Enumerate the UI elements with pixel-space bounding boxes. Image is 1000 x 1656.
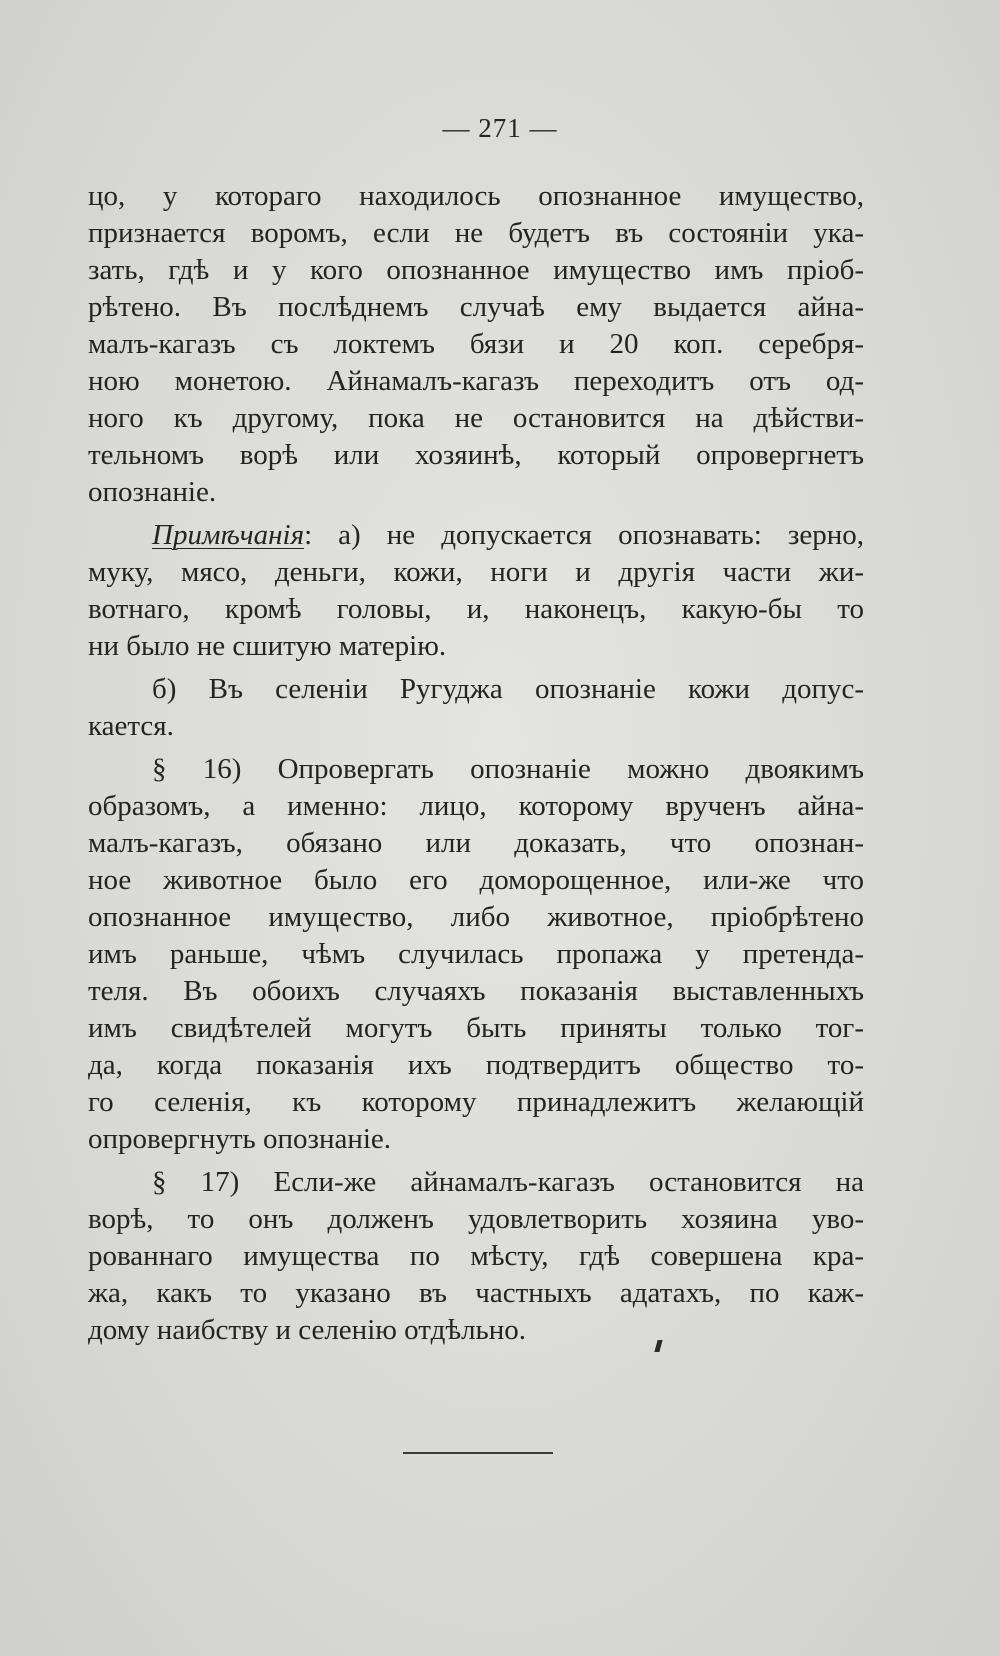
text-line: жа, какъ то указано въ частныхъ адатахъ, по каж- bbox=[88, 1277, 864, 1309]
paragraph-section-17 bbox=[88, 1164, 864, 1349]
text-line: опровергнуть опознанiе. bbox=[88, 1123, 392, 1155]
text-line: имъ раньше, чѣмъ случилась пропажа у претенда- bbox=[88, 938, 864, 970]
text-line: § 17) Если-же айнамалъ-кагазъ остановится на bbox=[152, 1166, 864, 1198]
text-line: ворѣ, то онъ долженъ удовлетворить хозяина уво- bbox=[88, 1203, 864, 1235]
paragraph-continuation bbox=[88, 178, 864, 511]
text-line: признается воромъ, если не будетъ въ состоянiи ука- bbox=[88, 217, 864, 249]
text-line: го селенiя, къ которому принадлежитъ желающiй bbox=[88, 1086, 864, 1118]
end-rule-divider bbox=[403, 1452, 553, 1454]
page-number: — 271 — bbox=[442, 113, 558, 143]
paragraph-section-16 bbox=[88, 751, 864, 1158]
text-line: опознанное имущество, либо животное, прiобрѣтено bbox=[88, 901, 864, 933]
text-line: ною монетою. Айнамалъ-кагазъ переходитъ отъ од- bbox=[88, 365, 864, 397]
text-line: тельномъ ворѣ или хозяинѣ, который опровергнетъ bbox=[88, 439, 864, 471]
text-line: зать, гдѣ и у кого опознанное имущество имъ прiоб- bbox=[88, 254, 864, 286]
text-line: малъ-кагазъ съ локтемъ бязи и 20 коп. серебря- bbox=[88, 328, 864, 360]
paragraph-notes bbox=[88, 517, 864, 665]
text-line: ни было не сшитую матерiю. bbox=[88, 630, 447, 662]
text-line: малъ-кагазъ, обязано или доказать, что опознан- bbox=[88, 827, 864, 859]
text-line: б) Въ селенiи Ругуджа опознанiе кожи допус- bbox=[152, 673, 864, 705]
notes-label: Примѣчанiя bbox=[152, 519, 305, 551]
text-line: ное животное было его доморощенное, или-же что bbox=[88, 864, 864, 896]
text-line: дому наибству и селенiю отдѣльно. bbox=[88, 1314, 527, 1346]
text-line: муку, мясо, деньги, кожи, ноги и другiя части жи- bbox=[88, 556, 864, 588]
text-line: рѣтено. Въ послѣднемъ случаѣ ему выдается айна- bbox=[88, 291, 864, 323]
text-line: теля. Въ обоихъ случаяхъ показанiя выставленныхъ bbox=[88, 975, 864, 1007]
text-line: цо, у котораго находилось опознанное имущество, bbox=[88, 180, 864, 212]
text-line: ного къ другому, пока не остановится на дѣйстви- bbox=[88, 402, 864, 434]
notes-first-line-text: : а) не допускается опознавать: зерно, bbox=[304, 519, 864, 551]
text-line: кается. bbox=[88, 710, 174, 742]
text-line: § 16) Опровергать опознанiе можно двоякимъ bbox=[152, 753, 864, 785]
paragraph-note-b bbox=[88, 671, 864, 745]
text-line: вотнаго, кромѣ головы, и, наконецъ, какую-бы то bbox=[88, 593, 864, 625]
text-line: да, когда показанiя ихъ подтвердитъ общество то- bbox=[88, 1049, 864, 1081]
text-line: имъ свидѣтелей могутъ быть приняты только тог- bbox=[88, 1012, 864, 1044]
text-line: опознанiе. bbox=[88, 476, 217, 508]
text-line: образомъ, а именно: лицо, которому врученъ айна- bbox=[88, 790, 864, 822]
notes-first-line bbox=[88, 517, 864, 554]
text-block bbox=[88, 178, 864, 1355]
text-line: рованнаго имущества по мѣсту, гдѣ совершена кра- bbox=[88, 1240, 864, 1272]
